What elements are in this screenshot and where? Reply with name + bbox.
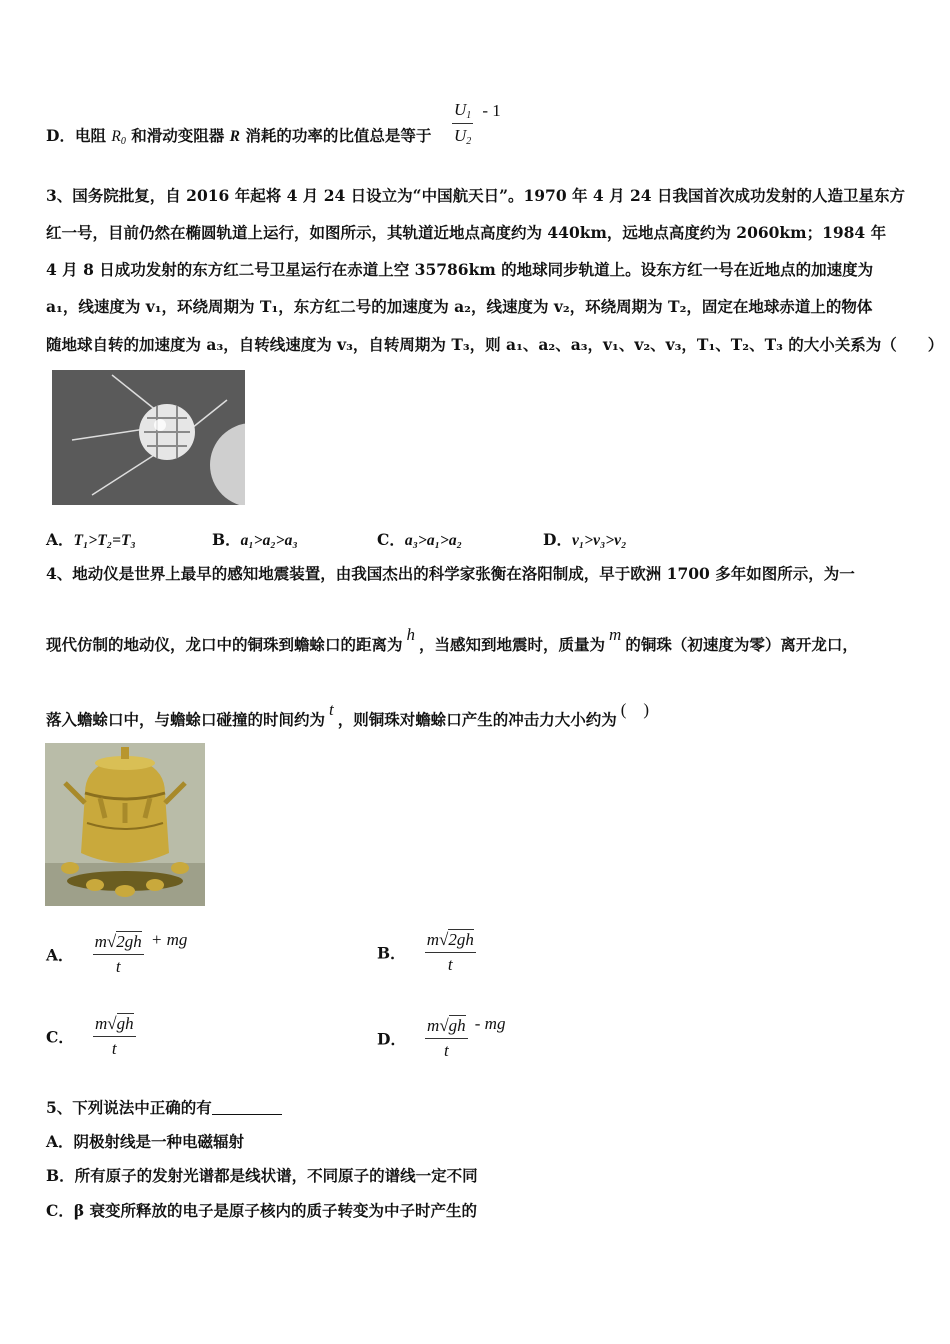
q3-option-d: D．v₁>v₃>v₂ [543, 530, 627, 549]
q3-line-1: 3、国务院批复，自 2016 年起将 4 月 24 日设立为“中国航天日”。1970 年 4 月 24 日我国首次成功发射的人造卫星东方 [46, 186, 905, 205]
q4-option-c-fraction: $\frac{m√gh}{t}$ [94, 1014, 134, 1058]
q4-option-a-fraction: $\frac{m√2gh}{t}$ [94, 932, 142, 976]
q2-fraction-tail: - 1 [482, 101, 501, 120]
q4-option-a: A． $\frac{m√2gh}{t}$ + mg [46, 930, 188, 976]
satellite-image [52, 370, 245, 505]
r0-symbol: $R_0$ [111, 128, 126, 147]
q2-fraction [452, 100, 501, 147]
q2-option-d-text-a: 电阻 [74, 126, 106, 145]
q4-option-d-tail: - mg [474, 1014, 506, 1033]
q2-option-d-label: D． [46, 126, 75, 145]
q3-option-a: A．T₁>T₂=T₃ [46, 530, 136, 549]
answer-paren: ( ) [620, 700, 650, 719]
q4-option-a-tail: + mg [150, 930, 188, 949]
q3-line-3: 4 月 8 日成功发射的东方红二号卫星运行在赤道上空 35786km 的地球同步轨道上。设东方红一号在近地点的加速度为 [46, 260, 874, 279]
q4-line-2: 现代仿制的地动仪，龙口中的铜珠到蟾蜍口的距离为h，当感知到地震时，质量为m的铜珠（初速度为零）离开龙口， [46, 625, 858, 654]
q5-option-a: A．阴极射线是一种电磁辐射 [46, 1132, 245, 1151]
var-h: h [406, 625, 416, 644]
q5-option-c: C．β 衰变所释放的电子是原子核内的质子转变为中子时产生的 [46, 1201, 478, 1220]
q4-option-d-fraction: $\frac{m√gh}{t}$ [427, 1016, 466, 1060]
seismograph-image [45, 743, 205, 906]
q3-option-b: B．a₁>a₂>a₃ [212, 530, 298, 549]
q4-option-b: B． $\frac{m√2gh}{t}$ [377, 930, 474, 974]
q5-stem: 5、下列说法中正确的有 [46, 1098, 282, 1118]
var-m: m [609, 625, 622, 644]
q4-option-c: C． $\frac{m√gh}{t}$ [46, 1014, 134, 1058]
q3-line-2: 红一号，目前仍然在椭圆轨道上运行，如图所示，其轨道近地点高度约为 440km，远地点高度约为 2060km；1984 年 [46, 223, 887, 242]
q2-option-d-text-b: 和滑动变阻器 [131, 126, 225, 145]
r-symbol: R [229, 128, 241, 145]
q3-line-5: 随地球自转的加速度为 a₃，自转线速度为 v₃，自转周期为 T₃，则 a₁、a₂、a₃，v₁、v₂、v₃，T₁、T₂、T₃ 的大小关系为（ ） [46, 335, 944, 354]
q4-option-d: D． $\frac{m√gh}{t}$ - mg [377, 1014, 506, 1060]
answer-blank[interactable] [212, 1100, 282, 1115]
q4-line-3: 落入蟾蜍口中，与蟾蜍口碰撞的时间约为t，则铜珠对蟾蜍口产生的冲击力大小约为( ) [46, 700, 650, 729]
satellite-illustration [52, 370, 245, 505]
seismograph-illustration [45, 743, 205, 906]
q5-option-b: B．所有原子的发射光谱都是线状谱，不同原子的谱线一定不同 [46, 1166, 478, 1185]
q3-line-4: a₁，线速度为 v₁，环绕周期为 T₁，东方红二号的加速度为 a₂，线速度为 v₂，环绕周期为 T₂，固定在地球赤道上的物体 [46, 297, 873, 316]
q2-option-d [46, 126, 431, 152]
q2-option-d-text-c: 消耗的功率的比值总是等于 [245, 126, 432, 145]
q4-option-b-fraction: $\frac{m√2gh}{t}$ [426, 930, 474, 974]
var-t: t [329, 700, 334, 719]
u1-over-u2: $\frac{U_1}{U_2}$ [454, 100, 472, 147]
q3-option-c: C．a₃>a₁>a₂ [377, 530, 462, 549]
q4-line-1: 4、地动仪是世界上最早的感知地震装置，由我国杰出的科学家张衡在洛阳制成，早于欧洲 1700 多年如图所示，为一 [46, 564, 855, 583]
